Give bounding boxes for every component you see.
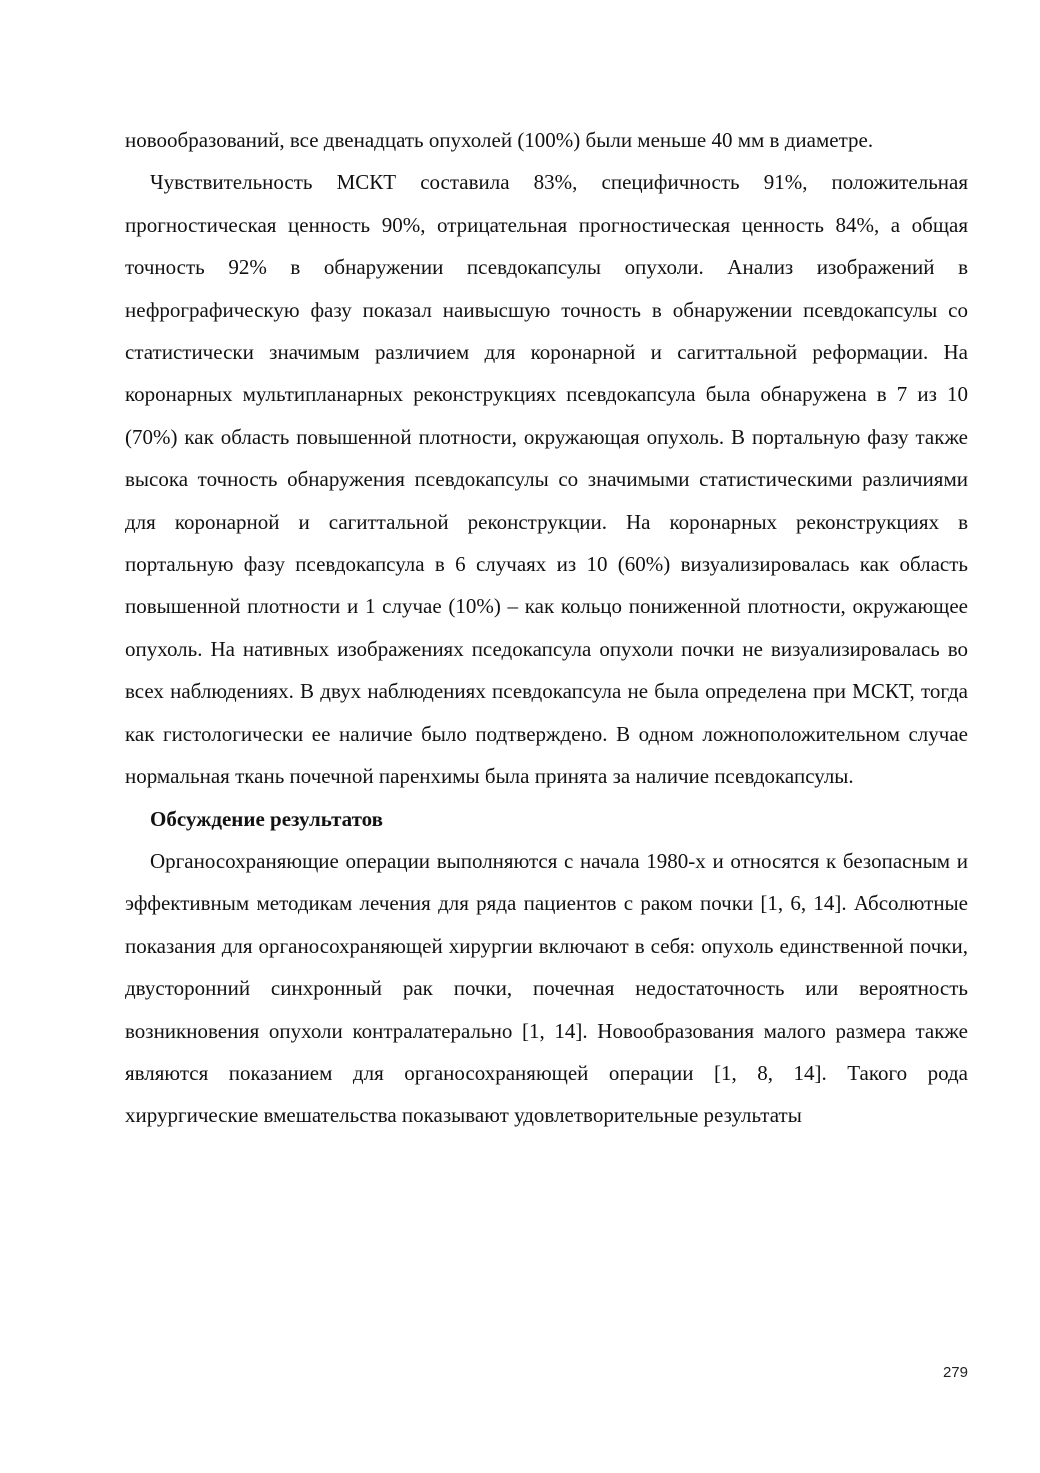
paragraph-discussion-intro: Органосохраняющие операции выполняются с начала 1980-х и относятся к безопасным и эффективным методикам лечения для ряда пациентов с раком почки [1, 6, 14]. Абсолютные показания для органосохраняющей хирургии включают в себя: опухоль единственной почки, двусторонний синхронный рак почки, почечная недостаточность или вероятность возникновения опухоли контралатерально [1, 14]. Новообразования малого размера также являются показанием для органосохраняющей операции [1, 8, 14]. Такого рода хирургические вмешательства показывают удовлетворительные результаты <box>125 848 968 1128</box>
paragraph-results-sensitivity: Чувствительность МСКТ составила 83%, специфичность 91%, положительная прогностическая ценность 90%, отрицательная прогностическая ценность 84%, а общая точность 92% в обнаружении псевдокапсулы опухоли. Анализ изображений в нефрографическую фазу показал наивысшую точность в обнаружении псевдокапсулы со статистически значимым различием для коронарной и сагиттальной реформации. На коронарных мультипланарных реконструкциях псевдокапсула была обнаружена в 7 из 10 (70%) как область повышенной плотности, окружающая опухоль. В портальную фазу также высока точность обнаружения псевдокапсулы со значимыми статистическими различиями для коронарной и сагиттальной реконструкции. На коронарных реконструкциях в портальную фазу псевдокапсула в 6 случаях из 10 (60%) визуализировалась как область повышенной плотности и 1 случае (10%) – как кольцо пониженной плотности, окружающее опухоль. На нативных изображениях пседокапсула опухоли почки не визуализировалась во всех наблюдениях. В двух наблюдениях псевдокапсула не была определена при МСКТ, тогда как гистологически ее наличие было подтверждено. В одном ложноположительном случае нормальная ткань почечной паренхимы была принята за наличие псевдокапсулы. <box>125 170 968 789</box>
document-page <box>125 119 968 1137</box>
paragraph-continuation: новообразований, все двенадцать опухолей (100%) были меньше 40 мм в диаметре. <box>125 128 874 152</box>
page-number: 279 <box>942 1364 968 1381</box>
section-heading-discussion: Обсуждение результатов <box>150 806 383 831</box>
